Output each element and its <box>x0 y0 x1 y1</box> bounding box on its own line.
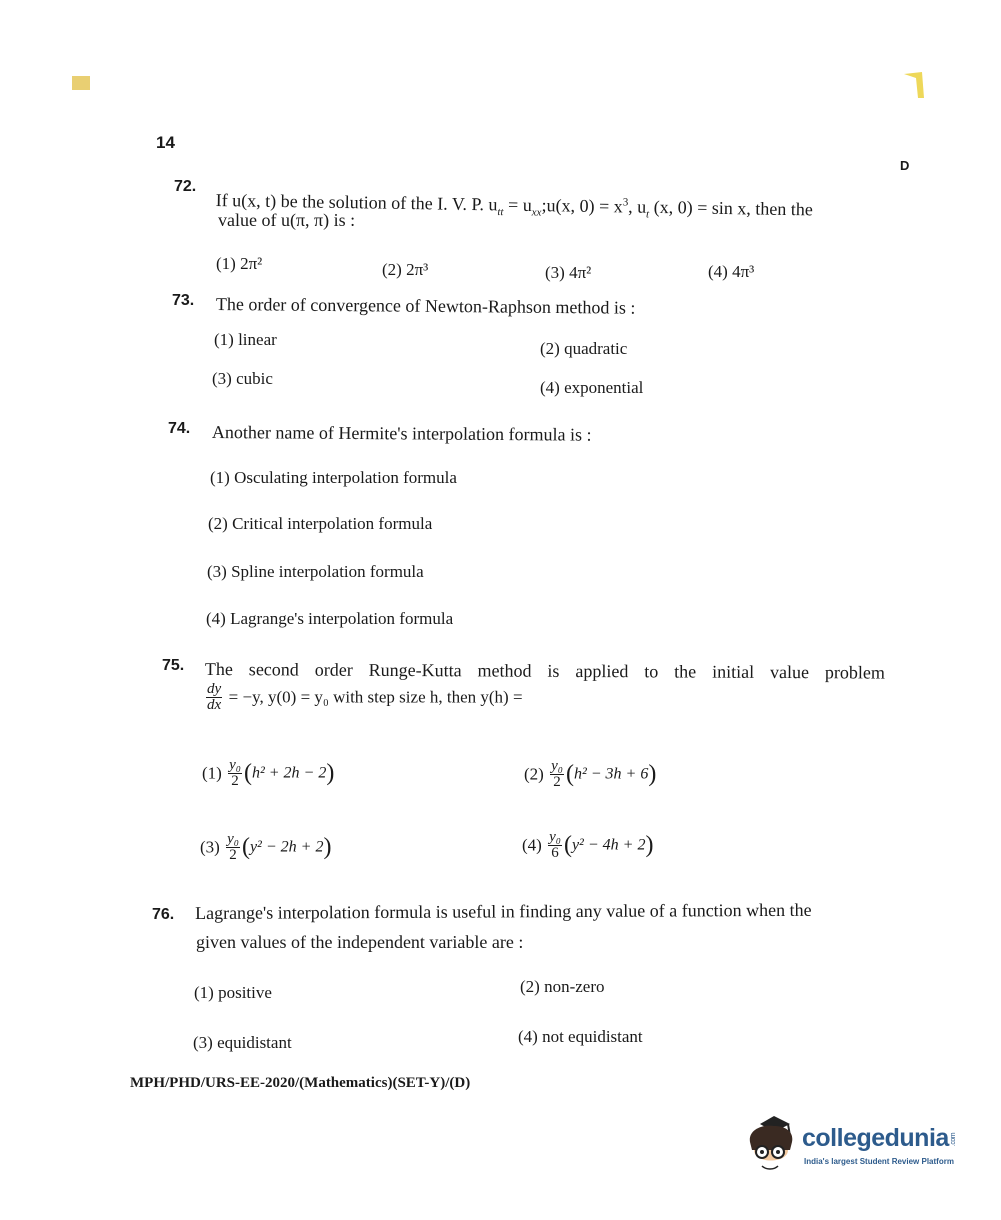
question-number: 76. <box>152 906 175 923</box>
question-number: 73. <box>172 292 195 309</box>
option: (2) 2π³ <box>382 260 429 279</box>
option: (3) cubic <box>212 369 273 388</box>
option: (4) not equidistant <box>518 1027 643 1046</box>
logo-name: collegedunia <box>802 1124 949 1152</box>
question-72-line1: If u(x, t) be the solution of the I. V. P. $u_{tt}$ = $u_{xx};u(x$, $0) = x^3$, $u_t$ (x, 0) = sin x, then the <box>215 189 814 221</box>
option: (1) linear <box>214 330 277 349</box>
option: (4) exponential <box>540 378 644 397</box>
option: (1) positive <box>194 983 272 1002</box>
set-mark: D <box>900 158 910 173</box>
option: (1) 2π² <box>216 254 263 273</box>
question-75-equation: $\frac{dy}{dx}$ = −y, y(0) = y₀ with step size h, then y(h) = <box>207 681 523 713</box>
mascot-icon <box>744 1114 800 1174</box>
option: (2) non-zero <box>520 977 605 996</box>
question-74-text: Another name of Hermite's interpolation formula is : <box>211 421 592 445</box>
question-number: 74. <box>168 420 191 437</box>
option: (3) equidistant <box>193 1033 292 1052</box>
option: (2) Critical interpolation formula <box>208 514 433 533</box>
question-number: 72. <box>174 178 197 195</box>
question-76-line2: given values of the independent variable are : <box>196 932 524 952</box>
question-72-line2: value of u(π, π) is : <box>218 210 356 230</box>
option: (3) $\frac{\text{y₀}}{2}$ (y² − 2h + 2) <box>200 831 332 863</box>
option: (4) 4π³ <box>708 262 755 281</box>
question-number: 75. <box>162 657 185 674</box>
option: (1) $\frac{\text{y₀}}{2}$ (h² + 2h − 2) <box>202 757 335 789</box>
logo-tagline: India's largest Student Review Platform <box>804 1157 954 1166</box>
footer-code: MPH/PHD/URS-EE-2020/(Mathematics)(SET-Y)/(D) <box>130 1075 471 1091</box>
option: (3) Spline interpolation formula <box>207 562 424 581</box>
logo-suffix: .com <box>949 1132 957 1146</box>
option: (4) Lagrange's interpolation formula <box>206 609 454 628</box>
option: (2) $\frac{\text{y₀}}{2}$ (h² − 3h + 6) <box>524 758 657 790</box>
option: (1) Osculating interpolation formula <box>210 468 457 487</box>
option: (4) $\frac{\text{y₀}}{6}$ (y² − 4h + 2) <box>522 829 654 861</box>
question-76-line1: Lagrange's interpolation formula is useful in finding any value of a function when the <box>195 899 812 923</box>
page-number: 14 <box>156 133 175 152</box>
option: (3) 4π² <box>545 263 592 282</box>
collegedunia-logo <box>744 1114 970 1174</box>
scan-mark-left <box>72 76 90 90</box>
question-73-text: The order of convergence of Newton-Raphson method is : <box>215 293 636 318</box>
scan-mark-right <box>904 72 924 98</box>
derivative-fraction: $\frac{dy}{dx}$ <box>207 681 222 713</box>
option: (2) quadratic <box>540 339 628 358</box>
question-75-text: The second order Runge-Kutta method is applied to the initial value problem <box>204 659 885 683</box>
